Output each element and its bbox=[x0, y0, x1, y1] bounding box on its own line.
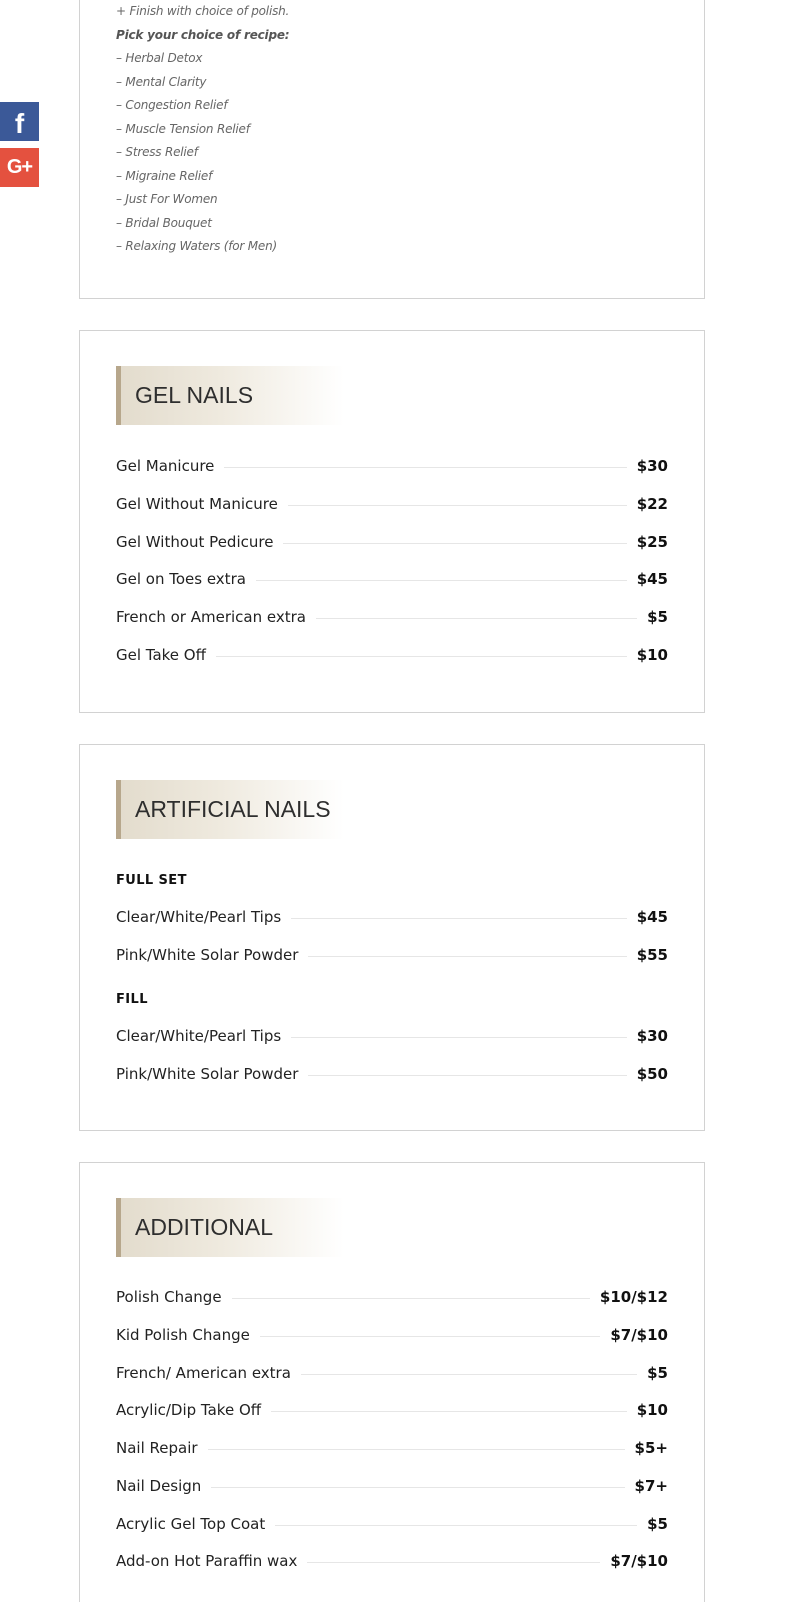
service-price: $5 bbox=[647, 608, 668, 626]
leader-line bbox=[308, 956, 626, 957]
price-row bbox=[116, 1285, 668, 1309]
recipe-heading: Pick your choice of recipe: bbox=[116, 28, 290, 42]
service-price: $5 bbox=[647, 1515, 668, 1533]
leader-line bbox=[291, 1037, 626, 1038]
service-name: Gel Without Pedicure bbox=[116, 533, 274, 551]
service-name: Nail Repair bbox=[116, 1439, 198, 1457]
service-price: $5 bbox=[647, 1364, 668, 1382]
price-row bbox=[116, 943, 668, 967]
service-price: $45 bbox=[636, 570, 668, 588]
service-price: $45 bbox=[636, 908, 668, 926]
recipe-item: – Muscle Tension Relief bbox=[116, 122, 250, 136]
price-row bbox=[116, 1436, 668, 1460]
recipe-item: – Relaxing Waters (for Men) bbox=[116, 239, 277, 253]
recipe-item: – Stress Relief bbox=[116, 145, 198, 159]
service-name: Nail Design bbox=[116, 1477, 202, 1495]
leader-line bbox=[307, 1562, 600, 1563]
leader-line bbox=[260, 1336, 600, 1337]
price-row bbox=[116, 567, 668, 591]
recipe-item: – Mental Clarity bbox=[116, 75, 207, 89]
leader-line bbox=[208, 1449, 625, 1450]
service-price: $10/$12 bbox=[599, 1288, 668, 1306]
price-row bbox=[116, 1474, 668, 1498]
service-price: $5+ bbox=[634, 1439, 668, 1457]
service-name: Kid Polish Change bbox=[116, 1326, 250, 1344]
service-name: Gel Manicure bbox=[116, 457, 215, 475]
leader-line bbox=[232, 1298, 590, 1299]
price-row bbox=[116, 1512, 668, 1536]
leader-line bbox=[316, 618, 637, 619]
leader-line bbox=[271, 1411, 627, 1412]
service-name: Acrylic Gel Top Coat bbox=[116, 1515, 266, 1533]
price-row bbox=[116, 605, 668, 629]
leader-line bbox=[224, 467, 626, 468]
service-name: Clear/White/Pearl Tips bbox=[116, 1027, 282, 1045]
spa-recipe-card bbox=[79, 0, 705, 299]
price-row bbox=[116, 530, 668, 554]
leader-line bbox=[291, 918, 626, 919]
price-row bbox=[116, 905, 668, 929]
price-row bbox=[116, 643, 668, 667]
leader-line bbox=[301, 1374, 637, 1375]
leader-line bbox=[288, 505, 627, 506]
service-price: $55 bbox=[636, 946, 668, 964]
leader-line bbox=[308, 1075, 626, 1076]
artificial-nails-title: ARTIFICIAL NAILS bbox=[116, 780, 344, 839]
service-name: French or American extra bbox=[116, 608, 306, 626]
price-row bbox=[116, 1024, 668, 1048]
service-price: $30 bbox=[636, 1027, 668, 1045]
service-name: Pink/White Solar Powder bbox=[116, 946, 299, 964]
price-row bbox=[116, 1549, 668, 1573]
recipe-item: – Migraine Relief bbox=[116, 169, 213, 183]
price-row bbox=[116, 492, 668, 516]
leader-line bbox=[256, 580, 627, 581]
finish-text: + Finish with choice of polish. bbox=[116, 4, 290, 18]
googleplus-share-button[interactable] bbox=[0, 148, 39, 187]
service-name: Polish Change bbox=[116, 1288, 222, 1306]
service-name: Clear/White/Pearl Tips bbox=[116, 908, 282, 926]
leader-line bbox=[216, 656, 627, 657]
additional-card bbox=[79, 1162, 705, 1602]
full-set-subheading: FULL SET bbox=[116, 873, 187, 888]
googleplus-icon: G+ bbox=[6, 156, 33, 178]
price-row bbox=[116, 1361, 668, 1385]
service-price: $7+ bbox=[634, 1477, 668, 1495]
price-row bbox=[116, 454, 668, 478]
recipe-item: – Congestion Relief bbox=[116, 98, 228, 112]
service-price: $30 bbox=[636, 457, 668, 475]
service-name: Gel on Toes extra bbox=[116, 570, 246, 588]
service-price: $7/$10 bbox=[610, 1552, 668, 1570]
gel-nails-title: GEL NAILS bbox=[116, 366, 344, 425]
fill-subheading: FILL bbox=[116, 992, 148, 1007]
facebook-icon: f bbox=[14, 107, 25, 139]
leader-line bbox=[283, 543, 626, 544]
facebook-share-button[interactable] bbox=[0, 102, 39, 141]
price-row bbox=[116, 1062, 668, 1086]
service-price: $25 bbox=[636, 533, 668, 551]
leader-line bbox=[211, 1487, 624, 1488]
service-name: Acrylic/Dip Take Off bbox=[116, 1401, 262, 1419]
service-name: Pink/White Solar Powder bbox=[116, 1065, 299, 1083]
service-price: $10 bbox=[636, 1401, 668, 1419]
service-name: Add-on Hot Paraffin wax bbox=[116, 1552, 298, 1570]
price-row bbox=[116, 1323, 668, 1347]
service-price: $22 bbox=[636, 495, 668, 513]
recipe-item: – Just For Women bbox=[116, 192, 218, 206]
gel-nails-card bbox=[79, 330, 705, 713]
recipe-item: – Bridal Bouquet bbox=[116, 216, 212, 230]
service-price: $7/$10 bbox=[610, 1326, 668, 1344]
recipe-item: – Herbal Detox bbox=[116, 51, 203, 65]
service-name: Gel Take Off bbox=[116, 646, 206, 664]
artificial-nails-card bbox=[79, 744, 705, 1131]
service-price: $50 bbox=[636, 1065, 668, 1083]
price-row bbox=[116, 1398, 668, 1422]
service-name: French/ American extra bbox=[116, 1364, 291, 1382]
service-price: $10 bbox=[636, 646, 668, 664]
leader-line bbox=[275, 1525, 637, 1526]
service-name: Gel Without Manicure bbox=[116, 495, 278, 513]
additional-title: ADDITIONAL bbox=[116, 1198, 344, 1257]
